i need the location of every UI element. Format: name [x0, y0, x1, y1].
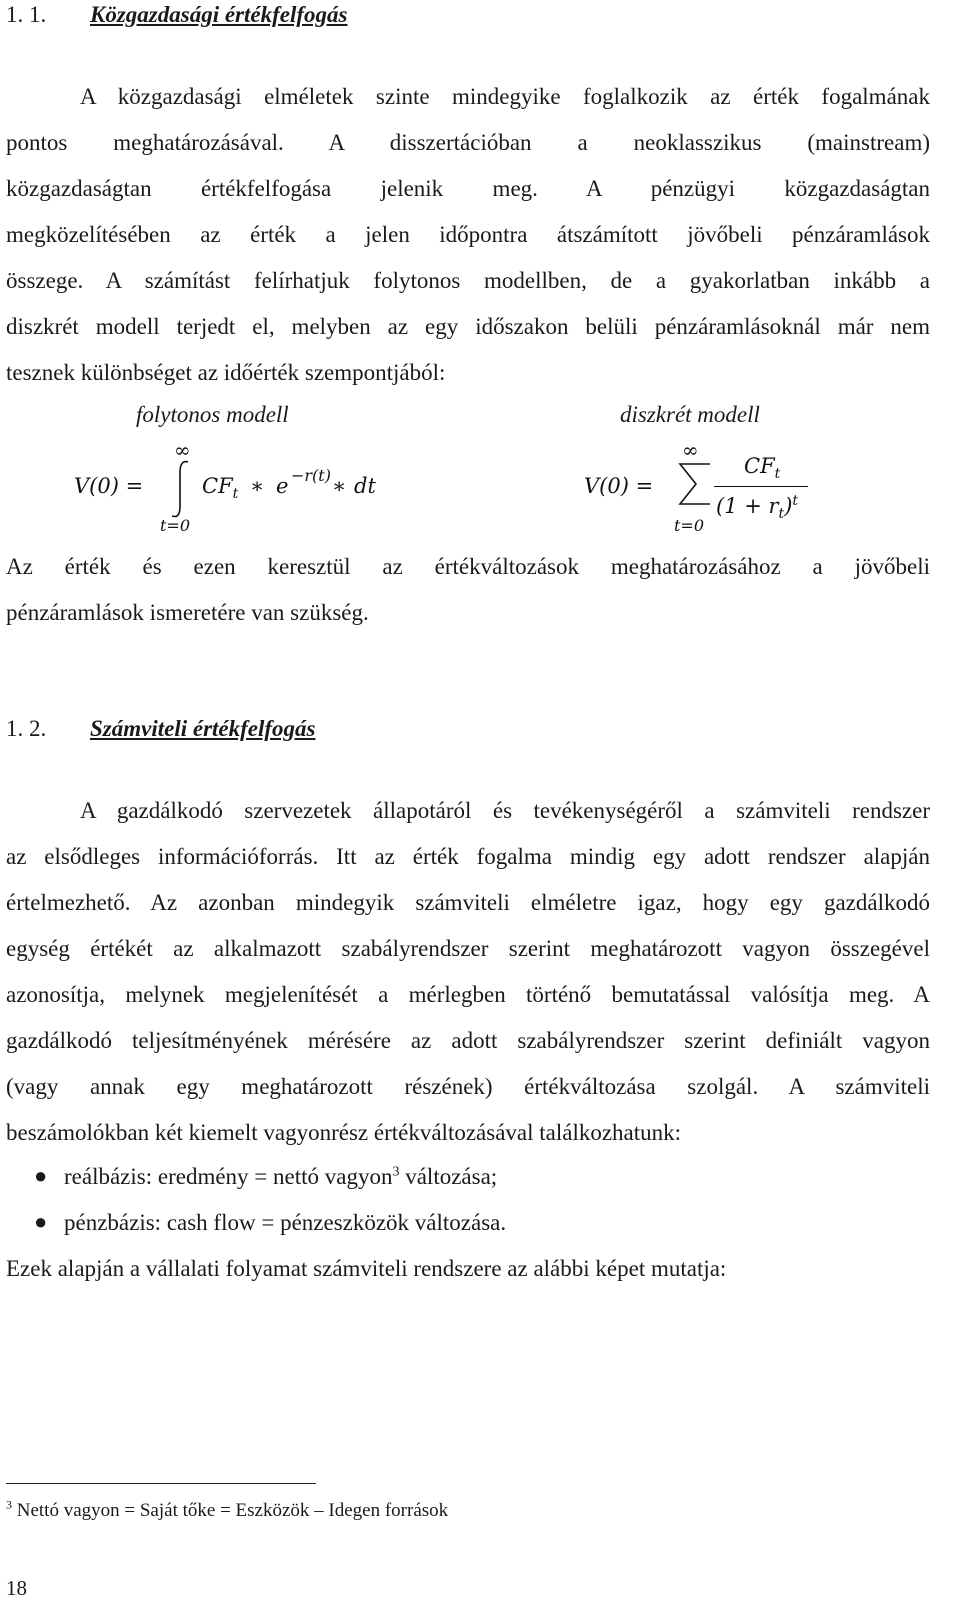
sum-upper-limit: ∞ — [682, 438, 699, 462]
footnote-mark: 3 — [6, 1497, 12, 1512]
footnote — [6, 1497, 449, 1522]
s2-p1-line-5: azonosítja, melynek megjelenítését a mérlegben történő bemutatással valósítja meg. A — [6, 982, 930, 1007]
continuous-lhs: V(0) = — [74, 474, 144, 498]
footnote-ref-3: 3 — [392, 1164, 400, 1180]
discrete-lhs: V(0) = — [584, 474, 654, 498]
integral-sign — [166, 458, 196, 520]
cash-flow-symbol: $CF_t$ — [202, 474, 239, 503]
exponent: −r(t) — [291, 466, 331, 485]
exp-base: e — [276, 474, 289, 498]
s2-p1-line-2: az elsődleges információforrás. Itt az érték fogalma mindig egy adott rendszer alapján — [6, 844, 930, 869]
bullet-text-2: pénzbázis: cash flow = pénzeszközök változása. — [64, 1210, 507, 1235]
bullet-dot: ● — [34, 1209, 48, 1234]
section-1-title: Közgazdasági értékfelfogás — [90, 2, 348, 27]
section-2-title: Számviteli értékfelfogás — [90, 716, 316, 741]
fraction-bar — [714, 486, 808, 487]
s1-p1-line-2: pontos meghatározásával. A disszertációban a neoklasszikus (mainstream) — [6, 130, 930, 155]
s1-p1-line-6: diszkrét modell terjedt el, melyben az egy időszakon belüli pénzáramlásoknál már nem — [6, 314, 930, 339]
s2-p1-line-8: beszámolókban két kiemelt vagyonrész értékváltozásával találkozhatunk: — [6, 1120, 682, 1145]
footnote-text: Nettó vagyon = Saját tőke = Eszközök – Idegen források — [12, 1500, 449, 1521]
section-2-number: 1. 2. — [6, 716, 47, 741]
section-1-number: 1. 1. — [6, 2, 47, 27]
s1-p2-line-2: pénzáramlások ismeretére van szükség. — [6, 600, 369, 625]
bullet-text-1: reálbázis: eredmény = nettó vagyon$^3$ változása; — [64, 1164, 498, 1189]
integral-upper-limit: ∞ — [174, 438, 191, 462]
s2-p1-line-3: értelmezhető. Az azonban mindegyik számviteli elméletre igaz, hogy egy gazdálkodó — [6, 890, 930, 915]
page-number: 18 — [6, 1576, 27, 1600]
continuous-model-label: folytonos modell — [136, 402, 289, 427]
section-1-heading — [6, 2, 347, 28]
s2-p1-line-4: egység értékét az alkalmazott szabályrendszer szerint meghatározott vagyon összegével — [6, 936, 930, 961]
s1-p1-line-5: összege. A számítást felírhatjuk folytonos modellben, de a gyakorlatban inkább a — [6, 268, 930, 293]
s1-p1-line-7: tesznek különbséget az időérték szempontjából: — [6, 360, 446, 385]
s2-p1-line-1: A gazdálkodó szervezetek állapotáról és tevékenységéről a számviteli rendszer — [80, 798, 930, 823]
s1-p2-line-1: Az érték és ezen keresztül az értékváltozások meghatározásához a jövőbeli — [6, 554, 930, 579]
fraction-denominator: $(1 + r_t)^t$ — [716, 493, 799, 523]
integral-lower-limit: t=0 — [160, 516, 191, 535]
sum-sign — [676, 460, 714, 508]
s2-p1-line-7: (vagy annak egy meghatározott részének) értékváltozása szolgál. A számviteli — [6, 1074, 930, 1099]
multiply-sign-2: ∗ — [332, 474, 347, 498]
section-2-heading — [6, 716, 316, 742]
s1-p1-line-4: megközelítésében az érték a jelen időpontra átszámított jövőbeli pénzáramlások — [6, 222, 930, 247]
footnote-rule — [6, 1483, 316, 1484]
sum-lower-limit: t=0 — [674, 516, 705, 535]
fraction-numerator: $CF_t$ — [744, 454, 781, 483]
s2-p1-line-6: gazdálkodó teljesítményének mérésére az adott szabályrendszer szerint definiált vagyon — [6, 1028, 930, 1053]
discrete-model-label: diszkrét modell — [620, 402, 760, 427]
s1-p1-line-3: közgazdaságtan értékfelfogása jelenik meg. A pénzügyi közgazdaságtan — [6, 176, 930, 201]
differential-dt: dt — [354, 474, 376, 498]
s2-closing-line: Ezek alapján a vállalati folyamat számviteli rendszere az alábbi képet mutatja: — [6, 1256, 727, 1281]
bullet-dot: ● — [34, 1163, 48, 1188]
multiply-sign-1: ∗ — [250, 474, 265, 498]
s1-p1-line-1: A közgazdasági elméletek szinte mindegyike foglalkozik az érték fogalmának — [80, 84, 930, 109]
